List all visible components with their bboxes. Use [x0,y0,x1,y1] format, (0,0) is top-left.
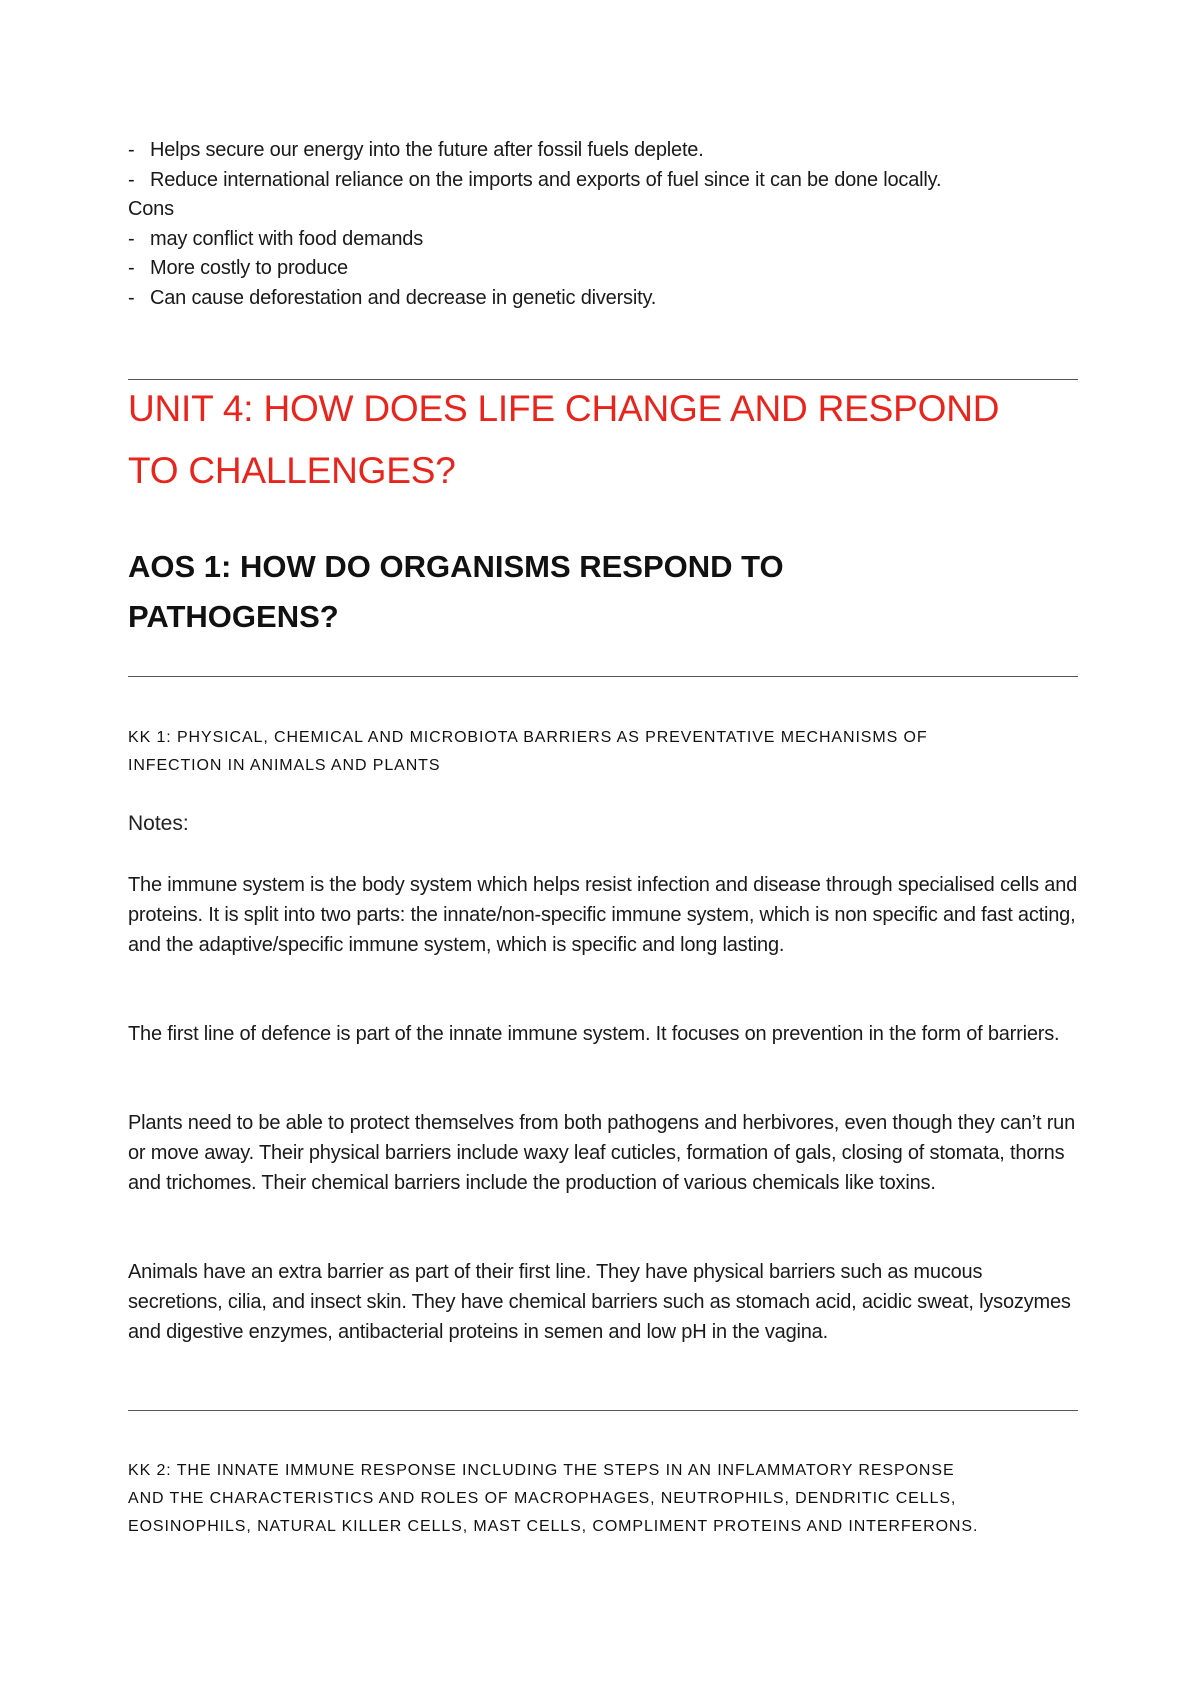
list-item-text: Helps secure our energy into the future after fossil fuels deplete. [150,139,704,161]
notes-label: Notes: [128,812,189,835]
notes-paragraph: The first line of defence is part of the innate immune system. It focuses on prevention in the form of barriers. [128,1023,1060,1045]
list-dash: - [128,168,135,191]
aos-title [128,542,1078,642]
notes-paragraph: Animals have an extra barrier as part of their first line. They have physical barriers such as mucous secretions, cilia, and insect skin. They have chemical barriers such as stomach acid, acidic sweat, lysozymes and digestive enzymes, antibacterial proteins in semen and low pH in the vagina. [128,1261,1071,1343]
notes-paragraph: Plants need to be able to protect themselves from both pathogens and herbivores, even though they can’t run or move away. Their physical barriers include waxy leaf cuticles, formation of gals, closing of stomata, thorns and trichomes. Their chemical barriers include the production of various chemicals like toxins. [128,1112,1075,1194]
document-page [128,0,1078,1696]
section-divider [128,1410,1078,1411]
aos-title-line: PATHOGENS? [128,599,339,634]
kk2-heading-line: KK 2: THE INNATE IMMUNE RESPONSE INCLUDING THE STEPS IN AN INFLAMMATORY RESPONSE [128,1462,955,1479]
list-dash: - [128,286,135,309]
unit-title [128,378,1078,502]
list-item-text: Reduce international reliance on the imports and exports of fuel since it can be done locally. [150,168,942,191]
list-item [128,284,1078,314]
kk2-heading-line: AND THE CHARACTERISTICS AND ROLES OF MACROPHAGES, NEUTROPHILS, DENDRITIC CELLS, [128,1490,957,1507]
list-dash: - [128,257,135,279]
kk1-heading-line: KK 1: PHYSICAL, CHEMICAL AND MICROBIOTA BARRIERS AS PREVENTATIVE MECHANISMS OF [128,729,928,746]
cons-label [128,195,1078,225]
unit-title-line: UNIT 4: HOW DOES LIFE CHANGE AND RESPOND [128,388,1000,429]
list-item-text: More costly to produce [150,257,348,279]
pros-cons-list [128,136,1078,313]
section-divider [128,676,1078,677]
aos-title-line: AOS 1: HOW DO ORGANISMS RESPOND TO [128,549,784,584]
cons-label-text: Cons [128,198,174,220]
notes-paragraph: The immune system is the body system which helps resist infection and disease through specialised cells and proteins. It is split into two parts: the innate/non-specific immune system, which is non specific and fast acting, and the adaptive/specific immune system, which is specific and long lasting. [128,874,1078,956]
list-item [128,136,1078,166]
kk1-heading-line: INFECTION IN ANIMALS AND PLANTS [128,757,441,774]
list-item [128,166,1078,196]
list-item [128,254,1078,284]
list-dash: - [128,227,135,250]
list-dash: - [128,139,135,161]
kk2-heading [128,1457,1078,1541]
list-item-text: Can cause deforestation and decrease in genetic diversity. [150,286,657,309]
unit-title-line: TO CHALLENGES? [128,450,456,491]
kk1-heading [128,724,1078,780]
kk2-heading-line: EOSINOPHILS, NATURAL KILLER CELLS, MAST CELLS, COMPLIMENT PROTEINS AND INTERFERONS. [128,1518,979,1535]
list-item-text: may conflict with food demands [150,227,424,250]
list-item [128,225,1078,255]
